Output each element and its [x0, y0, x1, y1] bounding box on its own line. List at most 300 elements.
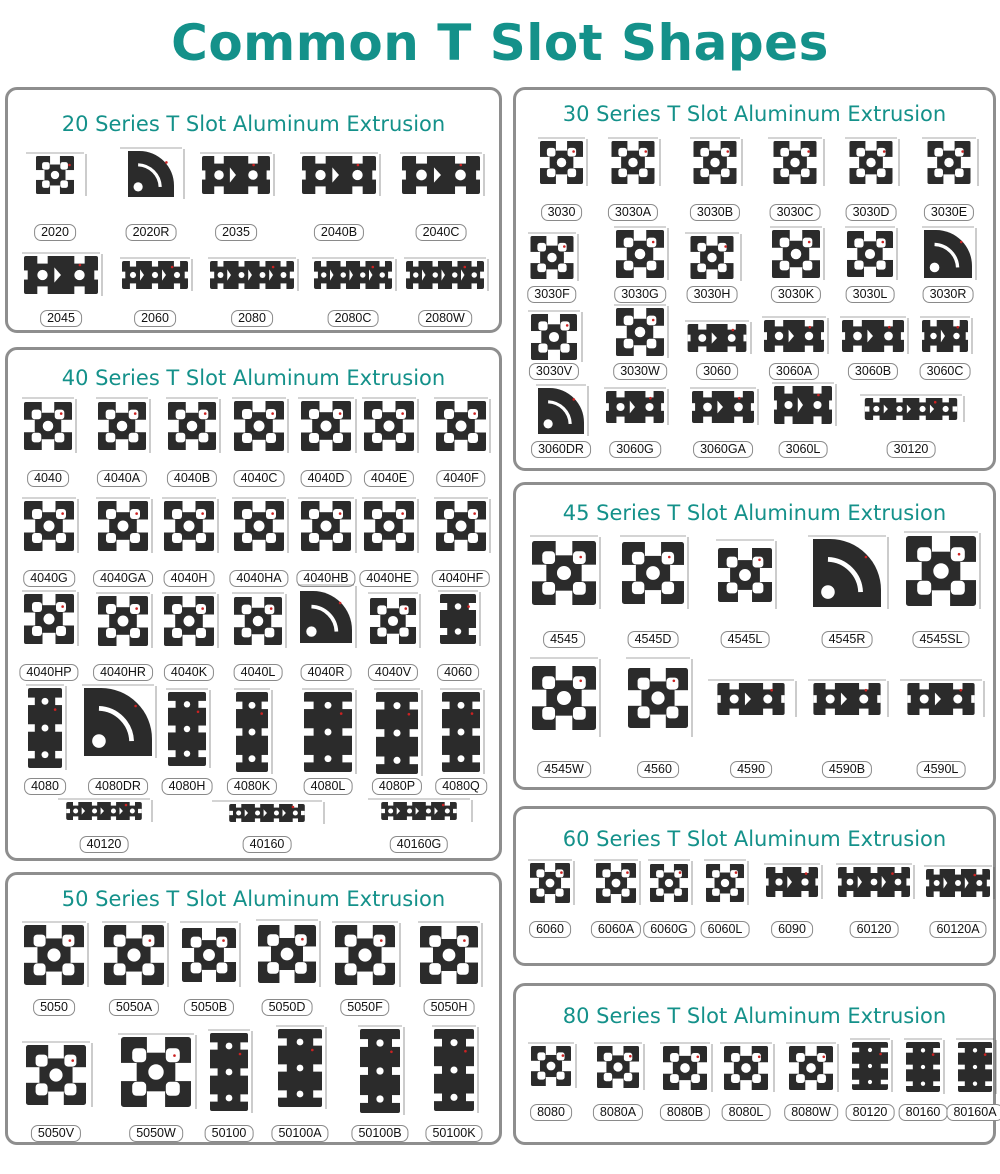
profile-drawing: [18, 495, 80, 557]
profile-drawing: [856, 392, 966, 426]
profile-drawing: [18, 1039, 94, 1111]
profile-drawing: [700, 857, 750, 909]
profile-4040HB: [294, 495, 358, 588]
profile-label: 4040R: [301, 664, 352, 681]
profile-drawing: [358, 395, 420, 457]
profile-drawing: [526, 655, 602, 741]
profile-8080W: [782, 1040, 840, 1122]
profile-label: 2080: [231, 310, 273, 327]
profile-drawing: [590, 1040, 646, 1094]
profile-50100: [204, 1027, 254, 1143]
profile-drawing: [760, 861, 824, 903]
profile-drawing: [532, 382, 590, 440]
profile-label: 3030B: [690, 204, 740, 221]
profile-label: 3060B: [848, 363, 898, 380]
profile-label: 4040H: [164, 570, 215, 587]
profile-40120: [54, 796, 154, 854]
profile-3060L: [768, 380, 838, 459]
panel-45-series: [513, 482, 996, 790]
profile-label: 4545: [543, 631, 585, 648]
profile-5050D: [252, 917, 322, 1017]
panel-title: 50 Series T Slot Aluminum Extrusion: [61, 887, 446, 911]
profile-drawing: [294, 495, 358, 557]
profile-3060G: [600, 385, 670, 459]
profile-label: 4545W: [537, 761, 591, 778]
profile-label: 2060: [134, 310, 176, 327]
profile-label: 4040K: [164, 664, 214, 681]
profile-drawing: [396, 150, 486, 200]
profile-5050F: [328, 919, 402, 1017]
profile-label: 3030D: [846, 204, 897, 221]
profile-4040E: [358, 395, 420, 488]
profile-drawing: [92, 590, 154, 652]
profile-label: 3030W: [613, 363, 667, 380]
profile-4080K: [230, 686, 274, 796]
profile-drawing: [18, 919, 90, 991]
profile-label: 4040A: [97, 470, 147, 487]
profile-label: 5050A: [109, 999, 159, 1016]
profile-4545SL: [900, 529, 982, 649]
profile-label: 40160: [243, 836, 292, 853]
profile-drawing: [622, 655, 694, 741]
profile-4040HA: [228, 495, 290, 588]
profile-4080: [22, 682, 68, 796]
profile-4080Q: [436, 686, 486, 796]
profile-drawing: [430, 395, 492, 457]
profile-label: 4040G: [23, 570, 75, 587]
profile-label: 2040B: [314, 224, 364, 241]
profile-4040HP: [18, 588, 80, 682]
profile-label: 4590B: [822, 761, 872, 778]
profile-label: 50100A: [271, 1125, 328, 1142]
profile-drawing: [841, 224, 899, 284]
profile-drawing: [616, 533, 690, 613]
profile-label: 6090: [771, 921, 813, 938]
profile-drawing: [524, 230, 580, 285]
profile-4080L: [298, 686, 358, 796]
profile-label: 3030R: [923, 286, 974, 303]
profile-drawing: [804, 677, 890, 721]
profile-label: 30120: [887, 441, 936, 458]
profile-5050: [18, 919, 90, 1017]
profile-drawing: [364, 796, 474, 826]
profile-6060L: [700, 857, 750, 939]
profile-drawing: [716, 1040, 776, 1096]
profile-label: 2035: [215, 224, 257, 241]
profile-label: 6060: [529, 921, 571, 938]
profile-3060A: [758, 314, 830, 381]
profile-label: 4040C: [234, 470, 285, 487]
profile-label: 3030F: [527, 286, 576, 303]
profile-drawing: [681, 230, 743, 285]
profile-label: 6060L: [701, 921, 750, 938]
profile-drawing: [158, 495, 220, 557]
profile-6060G: [644, 857, 694, 939]
profile-label: 2080C: [328, 310, 379, 327]
profile-2080: [204, 255, 300, 328]
profile-label: 8080: [530, 1104, 572, 1121]
profile-drawing: [766, 224, 826, 284]
profile-drawing: [176, 919, 242, 991]
panel-title: 60 Series T Slot Aluminum Extrusion: [562, 827, 947, 851]
profile-8080B: [656, 1040, 714, 1122]
profile-drawing: [18, 395, 78, 457]
profile-label: 40120: [80, 836, 129, 853]
profile-4060: [434, 588, 482, 682]
profile-80160A: [952, 1036, 998, 1122]
profile-3060GA: [686, 385, 760, 459]
profile-drawing: [204, 255, 300, 295]
profile-drawing: [354, 1023, 406, 1119]
profile-drawing: [22, 682, 68, 774]
profile-2080W: [400, 255, 490, 328]
profile-label: 4040HE: [359, 570, 418, 587]
profile-label: 4040F: [436, 470, 485, 487]
profile-label: 2080W: [418, 310, 472, 327]
profile-label: 2020R: [126, 224, 177, 241]
profile-4040R: [294, 582, 358, 682]
profile-label: 2045: [40, 310, 82, 327]
profile-label: 4560: [637, 761, 679, 778]
profile-2020R: [116, 145, 186, 242]
profile-6060A: [590, 857, 642, 939]
profile-drawing: [428, 1023, 480, 1117]
profile-label: 4545SL: [912, 631, 969, 648]
profile-drawing: [22, 150, 88, 200]
profile-label: 3060DR: [531, 441, 591, 458]
profile-drawing: [686, 135, 744, 190]
profile-4040B: [162, 395, 222, 488]
profile-label: 6060A: [591, 921, 641, 938]
profile-label: 40160G: [390, 836, 448, 853]
profile-drawing: [162, 686, 212, 772]
profile-label: 80160: [899, 1104, 948, 1121]
profile-label: 5050D: [262, 999, 313, 1016]
profile-label: 2020: [34, 224, 76, 241]
profile-label: 4040HP: [19, 664, 78, 681]
profile-drawing: [900, 1036, 946, 1098]
profile-label: 4080P: [372, 778, 422, 795]
profile-3030V: [524, 308, 584, 381]
panel-40-series: [5, 347, 502, 861]
profile-drawing: [298, 686, 358, 778]
profile-50100K: [428, 1023, 480, 1143]
profile-label: 50100K: [425, 1125, 482, 1142]
profile-drawing: [782, 1040, 840, 1096]
profile-2020: [22, 150, 88, 242]
profile-label: 4040E: [364, 470, 414, 487]
profile-5050B: [176, 919, 242, 1017]
profile-label: 4040GA: [93, 570, 153, 587]
profile-5050H: [414, 919, 484, 1017]
profile-label: 80160A: [946, 1104, 1000, 1121]
profile-drawing: [836, 314, 910, 358]
profile-label: 3030C: [770, 204, 821, 221]
profile-label: 6060G: [643, 921, 695, 938]
profile-drawing: [116, 145, 186, 203]
profile-label: 50100B: [351, 1125, 408, 1142]
profile-label: 3060GA: [693, 441, 753, 458]
profile-4590L: [896, 677, 986, 779]
profile-4560: [622, 655, 694, 779]
profile-drawing: [916, 314, 974, 358]
profile-label: 4590: [730, 761, 772, 778]
profile-drawing: [252, 917, 322, 991]
profile-4040HF: [430, 495, 492, 588]
profile-label: 8080L: [722, 1104, 771, 1121]
profile-label: 8080W: [784, 1104, 838, 1121]
profile-drawing: [116, 255, 194, 295]
profile-40160G: [364, 796, 474, 854]
profile-label: 3060C: [920, 363, 971, 380]
profile-label: 4040HB: [296, 570, 355, 587]
profile-4545R: [804, 533, 890, 649]
panel-title: 45 Series T Slot Aluminum Extrusion: [562, 501, 947, 525]
profile-50100A: [272, 1023, 328, 1143]
profile-label: 3060L: [779, 441, 828, 458]
profile-drawing: [400, 255, 490, 295]
profile-drawing: [92, 395, 152, 457]
profile-2080C: [308, 255, 398, 328]
panel-title: 30 Series T Slot Aluminum Extrusion: [562, 102, 947, 126]
profile-50100B: [354, 1023, 406, 1143]
profile-drawing: [590, 857, 642, 909]
profile-label: 4590L: [917, 761, 966, 778]
profile-drawing: [272, 1023, 328, 1113]
profile-label: 4040HA: [229, 570, 288, 587]
profile-drawing: [196, 150, 276, 200]
profile-8080: [524, 1040, 578, 1122]
profile-label: 4080Q: [435, 778, 487, 795]
profile-label: 5050V: [31, 1125, 81, 1142]
profile-4040C: [228, 395, 290, 488]
profile-drawing: [768, 380, 838, 430]
profile-label: 4040V: [368, 664, 418, 681]
profile-drawing: [162, 395, 222, 457]
profile-drawing: [370, 686, 424, 780]
profile-3030A: [604, 135, 662, 222]
profile-label: 4080H: [162, 778, 213, 795]
profile-label: 4080DR: [88, 778, 148, 795]
profile-drawing: [414, 919, 484, 991]
profile-4590: [704, 677, 798, 779]
profile-drawing: [846, 1036, 894, 1096]
profile-4040G: [18, 495, 80, 588]
profile-label: 5050F: [340, 999, 389, 1016]
page-title: Common T Slot Shapes: [171, 14, 829, 72]
profile-3030F: [524, 230, 580, 304]
profile-drawing: [920, 863, 996, 903]
profile-drawing: [18, 588, 80, 650]
panel-80-series: [513, 983, 996, 1145]
panel-title: 40 Series T Slot Aluminum Extrusion: [61, 366, 446, 390]
profile-label: 4060: [437, 664, 479, 681]
profile-drawing: [686, 385, 760, 429]
panel-60-series: [513, 806, 996, 966]
profile-2040B: [296, 150, 382, 242]
profile-3060DR: [532, 382, 590, 459]
profile-2060: [116, 255, 194, 328]
profile-4040HE: [358, 495, 420, 588]
profile-drawing: [918, 224, 978, 284]
profile-3030K: [766, 224, 826, 304]
profile-drawing: [832, 861, 916, 903]
profile-drawing: [296, 150, 382, 200]
profile-4545L: [712, 537, 778, 649]
profile-label: 4080L: [304, 778, 353, 795]
profile-label: 5050H: [424, 999, 475, 1016]
profile-label: 4040HR: [93, 664, 153, 681]
profile-drawing: [604, 135, 662, 190]
profile-label: 3030A: [608, 204, 658, 221]
profile-label: 4040D: [301, 470, 352, 487]
profile-4040: [18, 395, 78, 488]
profile-drawing: [952, 1036, 998, 1098]
profile-label: 4080: [24, 778, 66, 795]
profile-4040V: [364, 590, 422, 682]
profile-drawing: [896, 677, 986, 721]
profile-label: 4040: [27, 470, 69, 487]
profile-drawing: [764, 135, 826, 190]
profile-label: 3060: [696, 363, 738, 380]
profile-drawing: [534, 135, 589, 190]
profile-4545D: [616, 533, 690, 649]
profile-drawing: [364, 590, 422, 652]
profile-4545: [526, 533, 602, 649]
profile-drawing: [712, 537, 778, 613]
profile-3030B: [686, 135, 744, 222]
profile-4590B: [804, 677, 890, 779]
profile-drawing: [681, 318, 753, 358]
profile-drawing: [158, 590, 220, 652]
profile-label: 4040HF: [432, 570, 490, 587]
profile-drawing: [900, 529, 982, 613]
profile-60120: [832, 861, 916, 939]
profile-4080P: [370, 686, 424, 796]
profile-40160: [208, 798, 326, 854]
profile-drawing: [230, 686, 274, 778]
profile-80120: [846, 1036, 894, 1122]
profile-drawing: [610, 302, 670, 362]
profile-80160: [900, 1036, 946, 1122]
profile-6060: [524, 857, 576, 939]
profile-4545W: [526, 655, 602, 779]
profile-drawing: [524, 308, 584, 366]
profile-label: 3030: [541, 204, 583, 221]
profile-label: 80120: [846, 1104, 895, 1121]
profile-drawing: [18, 250, 104, 300]
profile-drawing: [434, 588, 482, 650]
profile-label: 50100: [205, 1125, 254, 1142]
profile-8080L: [716, 1040, 776, 1122]
profile-3030G: [610, 224, 670, 304]
profile-3030H: [681, 230, 743, 304]
panel-50-series: [5, 872, 502, 1145]
profile-label: 3030E: [924, 204, 974, 221]
profile-3030C: [764, 135, 826, 222]
profile-drawing: [54, 796, 154, 826]
profile-label: 5050W: [129, 1125, 183, 1142]
profile-3030R: [918, 224, 978, 304]
profile-2035: [196, 150, 276, 242]
panel-20-series: [5, 87, 502, 333]
profile-drawing: [436, 686, 486, 778]
profile-drawing: [656, 1040, 714, 1096]
profile-label: 60120A: [929, 921, 986, 938]
profile-drawing: [524, 857, 576, 909]
profile-4040L: [228, 590, 288, 682]
profile-4040GA: [92, 495, 154, 588]
profile-60120A: [920, 863, 996, 939]
profile-drawing: [758, 314, 830, 358]
profile-label: 3030L: [846, 286, 895, 303]
profile-drawing: [430, 495, 492, 557]
profile-drawing: [228, 590, 288, 652]
panel-title: 20 Series T Slot Aluminum Extrusion: [61, 112, 446, 136]
profile-drawing: [92, 495, 154, 557]
profile-30120: [856, 392, 966, 459]
profile-4040K: [158, 590, 220, 682]
profile-drawing: [704, 677, 798, 721]
profile-drawing: [644, 857, 694, 909]
profile-label: 4545R: [822, 631, 873, 648]
profile-label: 3060G: [609, 441, 661, 458]
profile-2045: [18, 250, 104, 328]
profile-drawing: [208, 798, 326, 828]
profile-3060: [681, 318, 753, 381]
profile-label: 4545D: [628, 631, 679, 648]
profile-4040F: [430, 395, 492, 488]
profile-3030: [534, 135, 589, 222]
profile-2040C: [396, 150, 486, 242]
profile-4080DR: [78, 682, 158, 796]
profile-5050A: [98, 919, 170, 1017]
profile-drawing: [294, 395, 358, 457]
profile-label: 3030G: [614, 286, 666, 303]
profile-label: 8080B: [660, 1104, 710, 1121]
profile-drawing: [294, 582, 358, 652]
profile-label: 4040L: [234, 664, 283, 681]
profile-5050V: [18, 1039, 94, 1143]
profile-3060B: [836, 314, 910, 381]
profile-drawing: [918, 135, 980, 190]
profile-drawing: [114, 1031, 198, 1113]
profile-4040HR: [92, 590, 154, 682]
profile-3030D: [841, 135, 901, 222]
profile-label: 4040B: [167, 470, 217, 487]
profile-drawing: [328, 919, 402, 991]
profile-8080A: [590, 1040, 646, 1122]
profile-3030E: [918, 135, 980, 222]
profile-drawing: [358, 495, 420, 557]
profile-5050W: [114, 1031, 198, 1143]
profile-label: 8080A: [593, 1104, 643, 1121]
profile-drawing: [78, 682, 158, 762]
profile-drawing: [804, 533, 890, 613]
profile-label: 2040C: [416, 224, 467, 241]
profile-drawing: [308, 255, 398, 295]
profile-drawing: [524, 1040, 578, 1092]
profile-4040A: [92, 395, 152, 488]
profile-drawing: [204, 1027, 254, 1117]
profile-label: 4080K: [227, 778, 277, 795]
profile-drawing: [600, 385, 670, 429]
profile-6090: [760, 861, 824, 939]
profile-drawing: [228, 395, 290, 457]
profile-label: 3030H: [687, 286, 738, 303]
profile-label: 3060A: [769, 363, 819, 380]
profile-drawing: [98, 919, 170, 991]
